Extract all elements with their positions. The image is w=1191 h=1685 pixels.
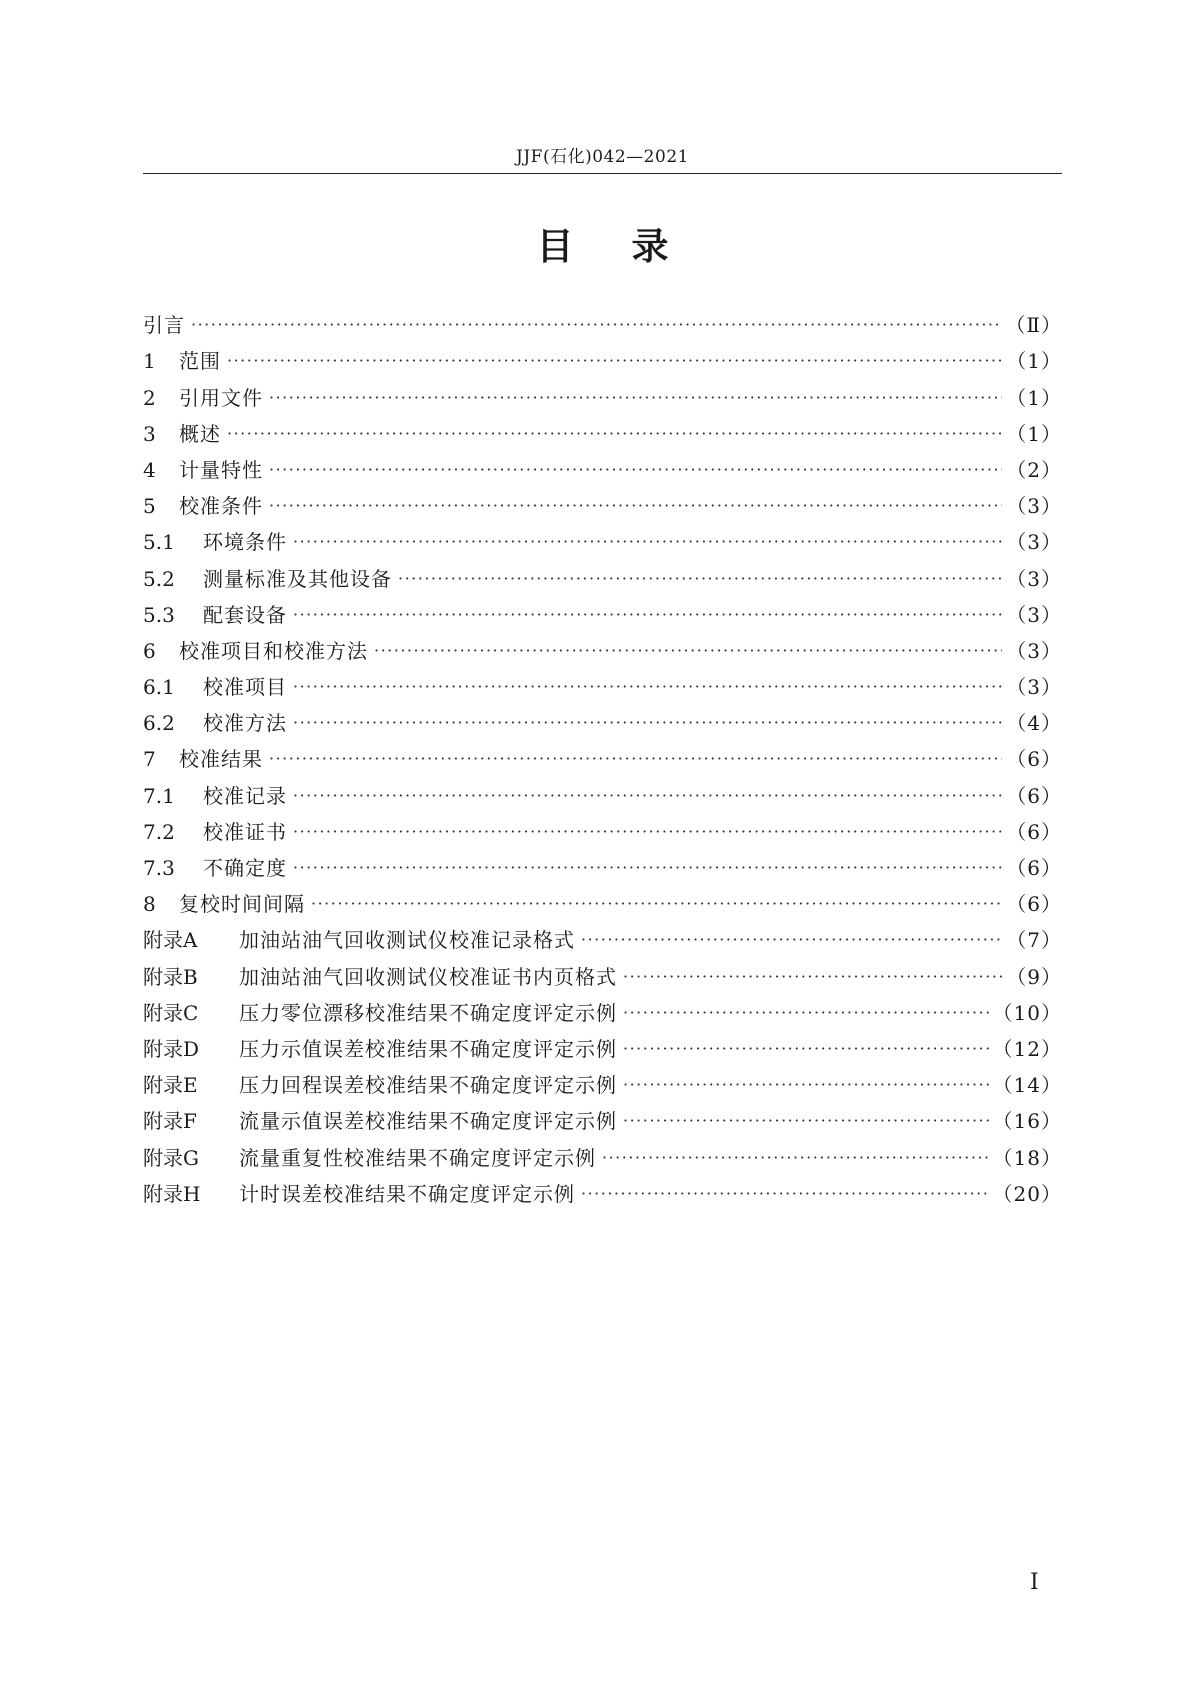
toc-entry-label: 引言	[143, 313, 185, 338]
toc-leader-dots	[293, 818, 1002, 846]
toc-entry[interactable]	[143, 339, 1062, 375]
toc-entry[interactable]	[143, 484, 1062, 520]
toc-entry-label: 校准项目	[203, 675, 287, 700]
toc-entry-page: （6）	[1006, 856, 1062, 880]
toc-entry[interactable]	[143, 846, 1062, 882]
toc-entry-page: （1）	[1006, 349, 1062, 374]
toc-entry-number: 1	[143, 349, 156, 374]
toc-entry-number: 6.2	[143, 711, 175, 736]
toc-entry-label: 加油站油气回收测试仪校准记录格式	[239, 928, 575, 953]
toc-entry[interactable]	[143, 737, 1062, 773]
toc-entry-label: 校准记录	[203, 783, 287, 808]
toc-entry-label: 流量重复性校准结果不确定度评定示例	[239, 1145, 596, 1170]
toc-leader-dots	[269, 456, 1002, 484]
toc-leader-dots	[227, 420, 1002, 448]
toc-leader-dots	[374, 637, 1002, 665]
toc-entry-label: 校准结果	[179, 747, 263, 772]
toc-entry-number: 附录A	[143, 928, 198, 953]
toc-entry-number: 5.3	[143, 602, 175, 627]
toc-leader-dots	[191, 311, 1001, 339]
toc-entry-label: 校准项目和校准方法	[179, 638, 368, 663]
toc-entry-page: （9）	[1006, 964, 1062, 989]
toc-entry[interactable]	[143, 773, 1062, 809]
table-of-contents	[143, 303, 1062, 1208]
toc-entry-page: （3）	[1006, 566, 1062, 591]
toc-entry-number: 6.1	[143, 675, 175, 700]
toc-entry-number: 附录G	[143, 1145, 199, 1170]
toc-entry-label: 引用文件	[179, 385, 263, 410]
document-code-header: JJF(石化)042—2021	[516, 147, 689, 167]
toc-entry-page: （16）	[992, 1109, 1062, 1134]
toc-leader-dots	[293, 528, 1002, 556]
toc-leader-dots	[269, 384, 1002, 412]
toc-entry-number: 7.1	[143, 783, 175, 808]
toc-entry-page: （3）	[1006, 675, 1062, 700]
toc-entry[interactable]	[143, 1135, 1062, 1171]
toc-entry-label: 配套设备	[203, 602, 287, 627]
toc-entry[interactable]	[143, 991, 1062, 1027]
toc-leader-dots	[581, 926, 1002, 954]
toc-entry-label: 计量特性	[179, 457, 263, 482]
toc-leader-dots	[293, 709, 1002, 737]
toc-entry[interactable]	[143, 810, 1062, 846]
toc-entry-label: 复校时间间隔	[179, 892, 305, 917]
toc-leader-dots	[227, 347, 1002, 375]
toc-entry-page: （6）	[1006, 892, 1062, 917]
toc-entry-number: 7.2	[143, 819, 175, 844]
toc-entry-number: 附录H	[143, 1181, 201, 1206]
toc-entry[interactable]	[143, 1027, 1062, 1063]
toc-entry-label: 范围	[179, 349, 221, 374]
toc-entry-page: （20）	[992, 1181, 1062, 1206]
toc-leader-dots	[398, 565, 1002, 593]
toc-entry-page: （1）	[1006, 421, 1062, 446]
toc-entry-label: 概述	[179, 421, 221, 446]
toc-entry-page: （3）	[1006, 638, 1062, 663]
toc-leader-dots	[293, 782, 1002, 810]
toc-entry[interactable]	[143, 629, 1062, 665]
toc-entry-number: 2	[143, 385, 156, 410]
toc-entry-label: 压力回程误差校准结果不确定度评定示例	[239, 1073, 617, 1098]
toc-entry-number: 5.2	[143, 566, 175, 591]
toc-entry-label: 环境条件	[203, 530, 287, 555]
toc-entry-number: 5.1	[143, 530, 175, 555]
toc-entry[interactable]	[143, 375, 1062, 411]
toc-entry[interactable]	[143, 556, 1062, 592]
toc-entry[interactable]	[143, 1172, 1062, 1208]
toc-entry-page: （10）	[992, 1000, 1062, 1025]
toc-leader-dots	[581, 1180, 989, 1208]
toc-entry-number: 7	[143, 747, 156, 772]
toc-entry[interactable]	[143, 701, 1062, 737]
toc-leader-dots	[623, 963, 1002, 991]
toc-entry[interactable]	[143, 882, 1062, 918]
toc-entry-number: 3	[143, 421, 156, 446]
toc-entry-label: 流量示值误差校准结果不确定度评定示例	[239, 1109, 617, 1134]
toc-entry[interactable]	[143, 520, 1062, 556]
toc-entry-label: 计时误差校准结果不确定度评定示例	[239, 1181, 575, 1206]
toc-entry-page: （6）	[1006, 819, 1062, 844]
toc-entry-page: （3）	[1006, 530, 1062, 555]
toc-entry[interactable]	[143, 448, 1062, 484]
page-title: 目录	[536, 225, 727, 268]
page-number: Ⅰ	[1030, 1570, 1039, 1595]
toc-leader-dots	[623, 999, 989, 1027]
toc-entry-label: 不确定度	[203, 856, 287, 880]
toc-entry-label: 校准证书	[203, 819, 287, 844]
toc-leader-dots	[623, 1035, 989, 1063]
toc-entry-label: 压力示值误差校准结果不确定度评定示例	[239, 1036, 617, 1061]
toc-entry-page: （6）	[1006, 747, 1062, 772]
toc-entry[interactable]	[143, 412, 1062, 448]
toc-entry-page: （18）	[992, 1145, 1062, 1170]
toc-entry-number: 附录D	[143, 1036, 200, 1061]
toc-entry-number: 6	[143, 638, 156, 663]
toc-leader-dots	[293, 601, 1002, 629]
toc-entry-number: 附录B	[143, 964, 198, 989]
toc-entry-page: （3）	[1006, 602, 1062, 627]
toc-entry-label: 校准条件	[179, 494, 263, 519]
toc-entry[interactable]	[143, 303, 1062, 339]
toc-entry-page: （12）	[992, 1036, 1062, 1061]
toc-entry-number: 4	[143, 457, 156, 482]
toc-entry-page: （3）	[1006, 494, 1062, 519]
toc-entry-label: 校准方法	[203, 711, 287, 736]
toc-leader-dots	[311, 890, 1002, 918]
toc-entry-label: 加油站油气回收测试仪校准证书内页格式	[239, 964, 617, 989]
toc-leader-dots	[269, 745, 1002, 773]
toc-entry-number: 附录E	[143, 1073, 198, 1098]
toc-entry-number: 5	[143, 494, 156, 519]
toc-leader-dots	[623, 1107, 989, 1135]
toc-entry[interactable]	[143, 593, 1062, 629]
toc-entry-page: （Ⅱ）	[1005, 313, 1062, 338]
toc-entry-label: 测量标准及其他设备	[203, 566, 392, 591]
toc-leader-dots	[269, 492, 1002, 520]
toc-leader-dots	[623, 1071, 989, 1099]
toc-entry-number: 附录C	[143, 1000, 199, 1025]
toc-entry-page: （2）	[1006, 457, 1062, 482]
toc-entry-label: 压力零位漂移校准结果不确定度评定示例	[239, 1000, 617, 1025]
toc-entry[interactable]	[143, 665, 1062, 701]
toc-entry[interactable]	[143, 918, 1062, 954]
toc-entry-page: （6）	[1006, 783, 1062, 808]
toc-entry-page: （1）	[1006, 385, 1062, 410]
toc-leader-dots	[293, 673, 1002, 701]
toc-entry-number: 7.3	[143, 856, 175, 880]
toc-leader-dots	[602, 1144, 989, 1172]
header-rule	[143, 173, 1062, 174]
toc-entry-page: （14）	[992, 1073, 1062, 1098]
toc-entry-page: （7）	[1006, 928, 1062, 953]
toc-entry-number: 8	[143, 892, 156, 917]
toc-leader-dots	[293, 854, 1002, 882]
toc-entry[interactable]	[143, 954, 1062, 990]
toc-entry-number: 附录F	[143, 1109, 197, 1134]
toc-entry[interactable]	[143, 1063, 1062, 1099]
toc-entry[interactable]	[143, 1099, 1062, 1135]
toc-entry-page: （4）	[1006, 711, 1062, 736]
